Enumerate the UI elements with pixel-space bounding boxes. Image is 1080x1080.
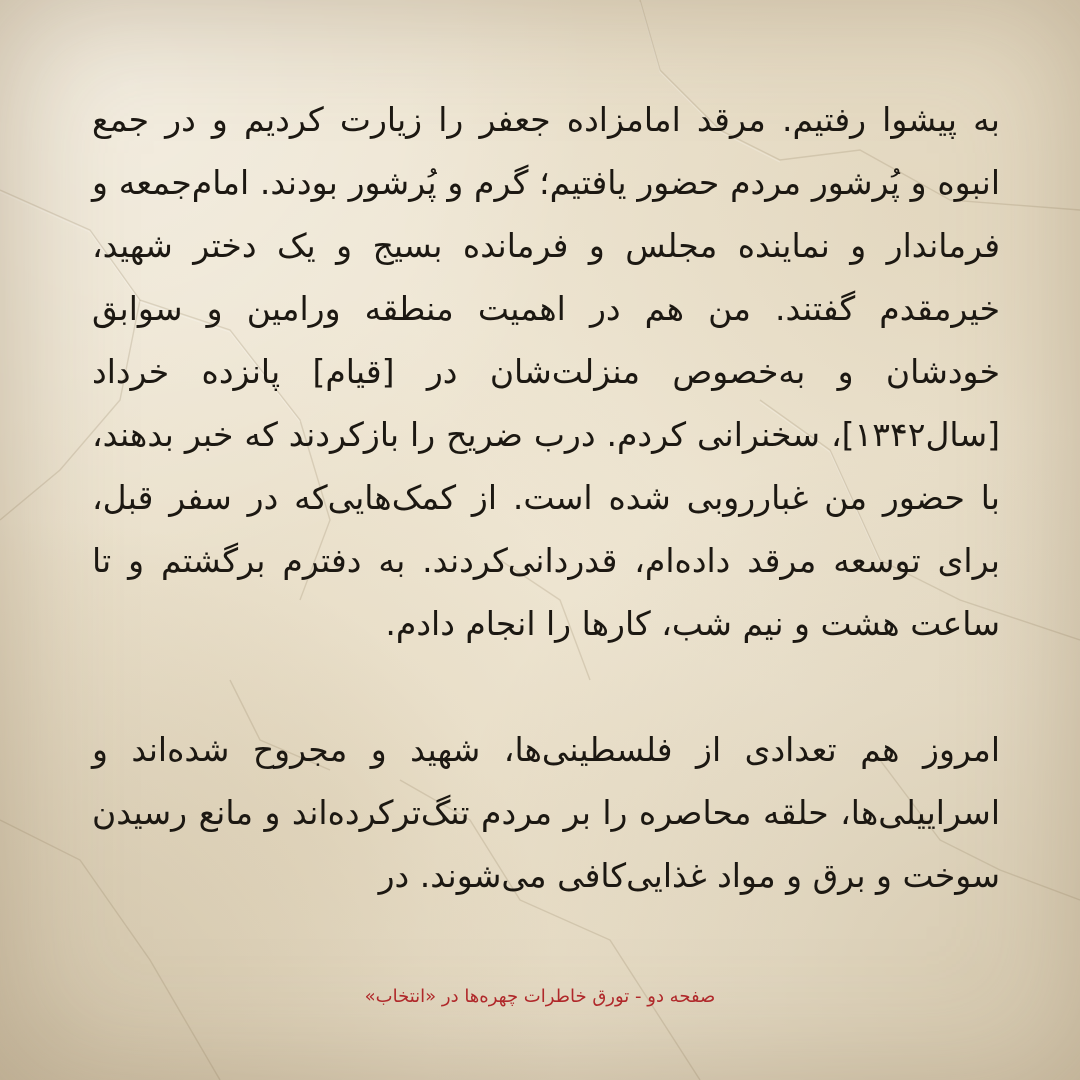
- paragraph-spacer: [92, 655, 1000, 718]
- diary-paragraph-1: به پیشوا رفتیم. مرقد امامزاده جعفر را زیارت کردیم و در جمع انبوه و پُرشور مردم حضور یافتیم؛ گرم و پُرشور بودند. امام‌جمعه و فرماندار و نماینده مجلس و فرمانده بسیج و یک دختر شهید، خیرمقدم گفتند. من هم در اهمیت منطقه ورامین و سوابق خودشان و به‌خصوص منزلت‌شان در [قیام] پانزده خرداد [سال۱۳۴۲]، سخنرانی کردم. درب ضریح را بازکردند که خبر بدهند، با حضور من غبارروبی شده است. از کمک‌هایی‌که در سفر قبل، برای توسعه مرقد داده‌ام، قدردانی‌کردند. به دفترم برگشتم و تا ساعت هشت و نیم شب، کارها را انجام دادم.: [92, 100, 1000, 643]
- diary-paragraph-2: امروز هم تعدادی از فلسطینی‌ها، شهید و مجروح شده‌اند و اسراییلی‌ها، حلقه محاصره را بر مردم تنگ‌ترکرده‌اند و مانع رسیدن سوخت و برق و مواد غذایی‌کافی می‌شوند. در: [92, 730, 1000, 895]
- footer-caption: صفحه دو - تورق خاطرات چهره‌ها در «انتخاب»: [364, 986, 716, 1007]
- diary-text-body: [92, 88, 1000, 907]
